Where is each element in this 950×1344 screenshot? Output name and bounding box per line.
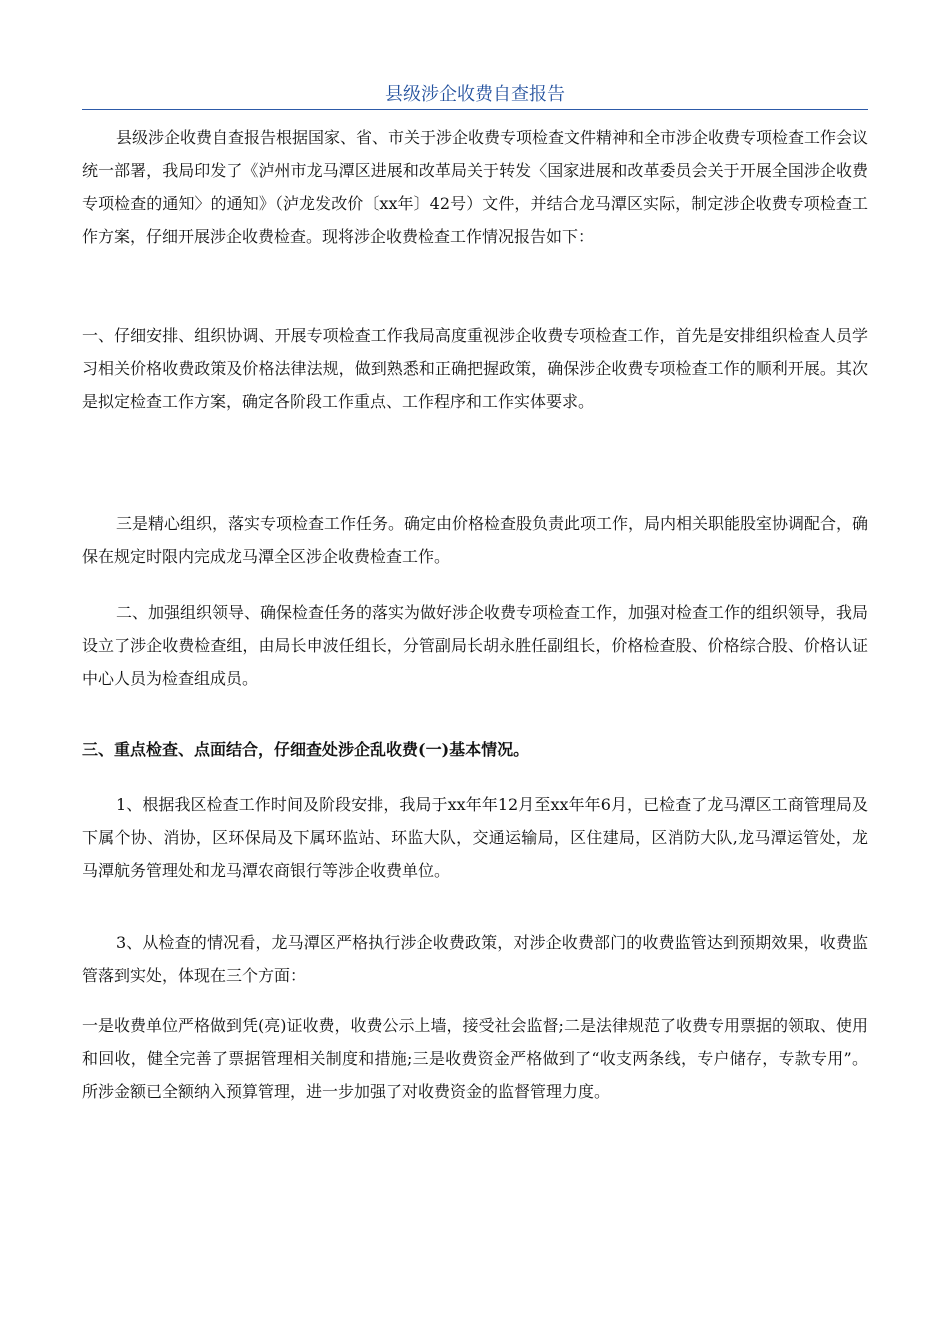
paragraph-three-aspects: 一是收费单位严格做到凭(亮)证收费，收费公示上墙，接受社会监督;二是法律规范了收费专用票据的领取、使用和回收，健全完善了票据管理相关制度和措施;三是收费资金严格做到了“收支两条线，专户储存，专款专用”。所涉金额已全额纳入预算管理，进一步加强了对收费资金的监督管理力度。 <box>82 1016 868 1101</box>
document-title: 县级涉企收费自查报告 <box>385 84 565 105</box>
paragraph-inspection-scope: 1、根据我区检查工作时间及阶段安排，我局于xx年年12月至xx年年6月，已检查了龙马潭区工商管理局及下属个协、消协，区环保局及下属环监站、环监大队，交通运输局，区住建局，区消防大队,龙马潭运管处，龙马潭航务管理处和龙马潭农商银行等涉企收费单位。 <box>82 795 868 880</box>
paragraph-section-1: 一、仔细安排、组织协调、开展专项检查工作我局高度重视涉企收费专项检查工作，首先是安排组织检查人员学习相关价格收费政策及价格法律法规，做到熟悉和正确把握政策，确保涉企收费专项检查工作的顺利开展。其次是拟定检查工作方案，确定各阶段工作重点、工作程序和工作实体要求。 <box>82 326 868 411</box>
section-heading-3: 三、重点检查、点面结合，仔细查处涉企乱收费(一)基本情况。 <box>82 740 530 759</box>
paragraph-organize: 三是精心组织，落实专项检查工作任务。确定由价格检查股负责此项工作，局内相关职能股室协调配合，确保在规定时限内完成龙马潭全区涉企收费检查工作。 <box>82 514 869 566</box>
title-underline <box>82 109 868 110</box>
paragraph-section-2: 二、加强组织领导、确保检查任务的落实为做好涉企收费专项检查工作，加强对检查工作的组织领导，我局设立了涉企收费检查组，由局长申波任组长，分管副局长胡永胜任副组长，价格检查股、价格综合股、价格认证中心人员为检查组成员。 <box>82 603 869 688</box>
paragraph-inspection-results: 3、从检查的情况看，龙马潭区严格执行涉企收费政策，对涉企收费部门的收费监管达到预期效果，收费监管落到实处，体现在三个方面： <box>82 933 868 985</box>
paragraph-intro: 县级涉企收费自查报告根据国家、省、市关于涉企收费专项检查文件精神和全市涉企收费专项检查工作会议统一部署，我局印发了《泸州市龙马潭区进展和改革局关于转发〈国家进展和改革委员会关于开展全国涉企收费专项检查的通知〉的通知》（泸龙发改价〔xx年〕42号）文件，并结合龙马潭区实际，制定涉企收费专项检查工作方案，仔细开展涉企收费检查。现将涉企收费检查工作情况报告如下： <box>82 128 869 246</box>
